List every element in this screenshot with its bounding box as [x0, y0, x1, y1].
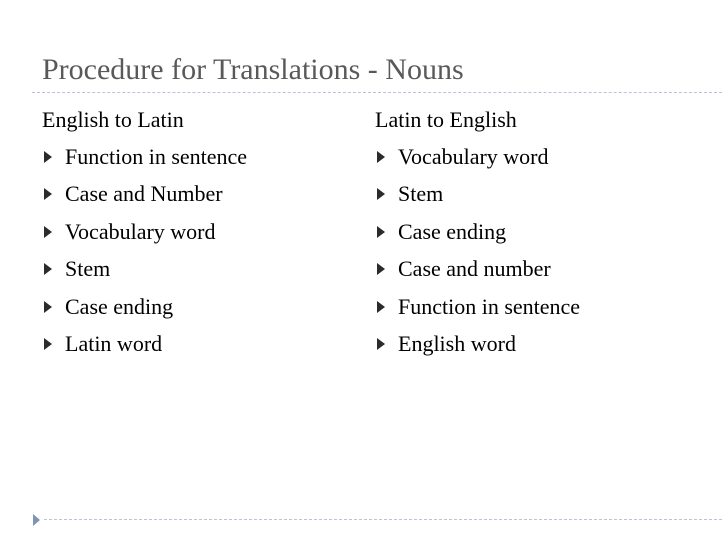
- list-item: [375, 251, 715, 289]
- bullet-list: [375, 138, 715, 363]
- column-latin-to-english: [375, 101, 715, 363]
- column-heading: Latin to English: [375, 107, 517, 132]
- list-item-label: Vocabulary word: [398, 143, 549, 169]
- triangle-bullet-icon: [377, 301, 385, 313]
- list-item-label: Case and Number: [65, 181, 223, 207]
- list-item-label: Vocabulary word: [65, 218, 216, 244]
- title-divider: [32, 92, 722, 93]
- triangle-bullet-icon: [44, 188, 52, 200]
- list-item: [42, 176, 362, 214]
- list-item: [375, 213, 715, 251]
- bullet-list: [42, 138, 362, 363]
- list-item: [42, 288, 362, 326]
- list-item-label: Case and number: [398, 256, 551, 282]
- triangle-bullet-icon: [44, 263, 52, 275]
- list-item: [42, 138, 362, 176]
- triangle-bullet-icon: [377, 226, 385, 238]
- list-item: [375, 326, 715, 364]
- list-item: [375, 176, 715, 214]
- list-item-label: Stem: [65, 256, 111, 282]
- triangle-bullet-icon: [44, 338, 52, 350]
- footer-divider: [44, 519, 722, 520]
- list-item-label: Latin word: [65, 331, 163, 357]
- list-item-label: Stem: [398, 181, 444, 207]
- triangle-bullet-icon: [377, 263, 385, 275]
- list-item: [42, 326, 362, 364]
- column-english-to-latin: [42, 101, 362, 363]
- triangle-bullet-icon: [377, 188, 385, 200]
- triangle-bullet-icon: [44, 301, 52, 313]
- triangle-bullet-icon: [44, 226, 52, 238]
- list-item-label: Function in sentence: [398, 293, 581, 319]
- column-heading: English to Latin: [42, 107, 184, 132]
- list-item-label: Function in sentence: [65, 143, 248, 169]
- list-item-label: Case ending: [65, 293, 174, 319]
- triangle-bullet-icon: [377, 151, 385, 163]
- footer-triangle-icon: [33, 514, 40, 526]
- list-item: [42, 213, 362, 251]
- list-item: [375, 288, 715, 326]
- list-item-label: Case ending: [398, 218, 507, 244]
- slide-title: Procedure for Translations - Nouns: [42, 53, 464, 86]
- list-item: [375, 138, 715, 176]
- triangle-bullet-icon: [377, 338, 385, 350]
- triangle-bullet-icon: [44, 151, 52, 163]
- list-item: [42, 251, 362, 289]
- list-item-label: English word: [398, 331, 516, 357]
